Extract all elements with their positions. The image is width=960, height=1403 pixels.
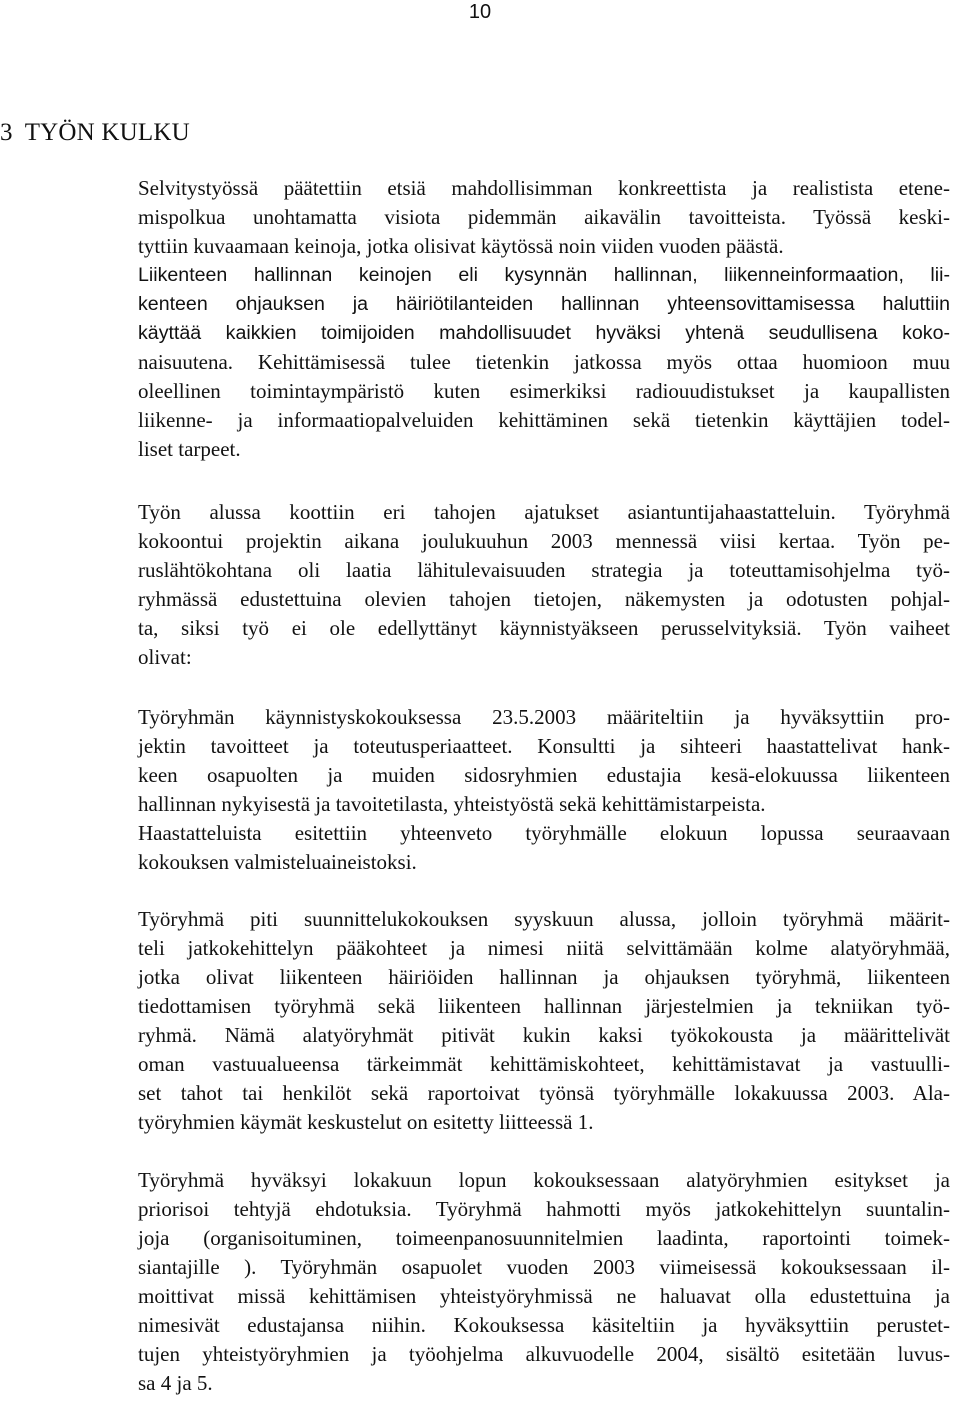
paragraph-line: Selvitystyössä päätettiin etsiä mahdollisimman konkreettista ja realistista etene- [138, 176, 950, 200]
paragraph-interviews [138, 498, 950, 672]
paragraph-approval [138, 1166, 950, 1398]
paragraph-line: set tahot tai henkilöt sekä raportoivat työnsä työryhmälle lokakuussa 2003. Ala- [138, 1081, 950, 1105]
paragraph-line: ta, siksi työ ei ole edellyttänyt käynnistyäkseen perusselvityksiä. Työn vaiheet [138, 616, 950, 640]
paragraph-line: käyttää kaikkien toimijoiden mahdollisuudet hyväksi yhtenä seudullisena koko- [138, 322, 950, 344]
paragraph-planning [138, 905, 950, 1137]
paragraph-line: moittivat missä kehittämisen yhteistyöryhmissä ne haluavat olla edustettuina ja [138, 1284, 950, 1308]
paragraph-line: mispolkua unohtamatta visiota pidemmän aikavälin tavoitteista. Työssä keski- [138, 205, 950, 229]
paragraph-line: hallinnan nykyisestä ja tavoitetilasta, yhteistyöstä sekä kehittämistarpeista. [138, 792, 766, 816]
paragraph-line: tujen yhteistyöryhmien ja työohjelma alkuvuodelle 2004, sisältö esitetään luvus- [138, 1342, 950, 1366]
paragraph-line: tyttiin kuvaamaan keinoja, jotka olisivat käytössä noin viiden vuoden päästä. [138, 234, 784, 258]
paragraph-line: oman vastuualueensa tärkeimmät kehittämiskohteet, kehittämistavat ja vastuulli- [138, 1052, 950, 1076]
section-number: 3 [0, 119, 13, 146]
paragraph-line: jotka olivat liikenteen häiriöiden hallinnan ja ohjauksen työryhmä, liikenteen [138, 965, 950, 989]
paragraph-line: kokouksen valmisteluaineistoksi. [138, 850, 417, 874]
section-heading [0, 118, 190, 148]
paragraph-line: liset tarpeet. [138, 437, 241, 461]
paragraph-line: joja (organisoituminen, toimeenpanosuunnitelmien laadinta, raportointi toimek- [138, 1226, 950, 1250]
paragraph-line: kenteen ohjauksen ja häiriötilanteiden hallinnan yhteensovittamisessa haluttiin [138, 293, 950, 315]
paragraph-kickoff [138, 703, 950, 877]
paragraph-line: olivat: [138, 645, 192, 669]
page-number: 10 [468, 1, 492, 23]
paragraph-intro [138, 174, 950, 464]
paragraph-line: keen osapuolten ja muiden sidosryhmien edustajia kesä-elokuussa liikenteen [138, 763, 950, 787]
section-title: TYÖN KULKU [24, 119, 190, 146]
paragraph-line: Työryhmän käynnistyskokouksessa 23.5.2003 määriteltiin ja hyväksyttiin pro- [138, 705, 950, 729]
paragraph-line: tiedottamisen työryhmä sekä liikenteen hallinnan järjestelmien ja tekniikan työ- [138, 994, 950, 1018]
paragraph-line: priorisoi tehtyjä ehdotuksia. Työryhmä hahmotti myös jatkokehittelyn suuntalin- [138, 1197, 950, 1221]
paragraph-line: naisuutena. Kehittämisessä tulee tietenkin jatkossa myös ottaa huomioon muu [138, 350, 950, 374]
paragraph-line: ryhmässä edustettuina olevien tahojen tietojen, näkemysten ja odotusten pohjal- [138, 587, 950, 611]
paragraph-line: liikenne- ja informaatiopalveluiden kehittäminen sekä tietenkin käyttäjien todel- [138, 408, 950, 432]
paragraph-line: sa 4 ja 5. [138, 1371, 213, 1395]
paragraph-line: oleellinen toimintaympäristö kuten esimerkiksi radiouudistukset ja kaupallisten [138, 379, 950, 403]
paragraph-line: Työryhmä hyväksyi lokakuun lopun kokouksessaan alatyöryhmien esitykset ja [138, 1168, 950, 1192]
paragraph-line: jektin tavoitteet ja toteutusperiaatteet. Konsultti ja sihteeri haastattelivat hank- [138, 734, 950, 758]
paragraph-line: nimesivät edustajansa niihin. Kokouksessa käsiteltiin ja hyväksyttiin perustet- [138, 1313, 950, 1337]
paragraph-line: työryhmien käymät keskustelut on esitetty liitteessä 1. [138, 1110, 594, 1134]
paragraph-line: Työn alussa koottiin eri tahojen ajatukset asiantuntijahaastatteluin. Työryhmä [138, 500, 950, 524]
paragraph-line: ruslähtökohtana oli laatia lähitulevaisuuden strategia ja toteuttamisohjelma työ- [138, 558, 950, 582]
paragraph-line: ryhmä. Nämä alatyöryhmät pitivät kukin kaksi työkokousta ja määrittelivät [138, 1023, 950, 1047]
paragraph-line: Haastatteluista esitettiin yhteenveto työryhmälle elokuun lopussa seuraavaan [138, 821, 950, 845]
paragraph-line: kokoontui projektin aikana joulukuuhun 2003 mennessä viisi kertaa. Työn pe- [138, 529, 950, 553]
paragraph-line: Työryhmä piti suunnittelukokouksen syyskuun alussa, jolloin työryhmä määrit- [138, 907, 950, 931]
paragraph-line: siantajille ). Työryhmän osapuolet vuoden 2003 viimeisessä kokouksessaan il- [138, 1255, 950, 1279]
paragraph-line: Liikenteen hallinnan keinojen eli kysynnän hallinnan, liikenneinformaation, lii- [138, 264, 950, 286]
paragraph-line: teli jatkokehittelyn pääkohteet ja nimesi niitä selvittämään kolme alatyöryhmää, [138, 936, 950, 960]
